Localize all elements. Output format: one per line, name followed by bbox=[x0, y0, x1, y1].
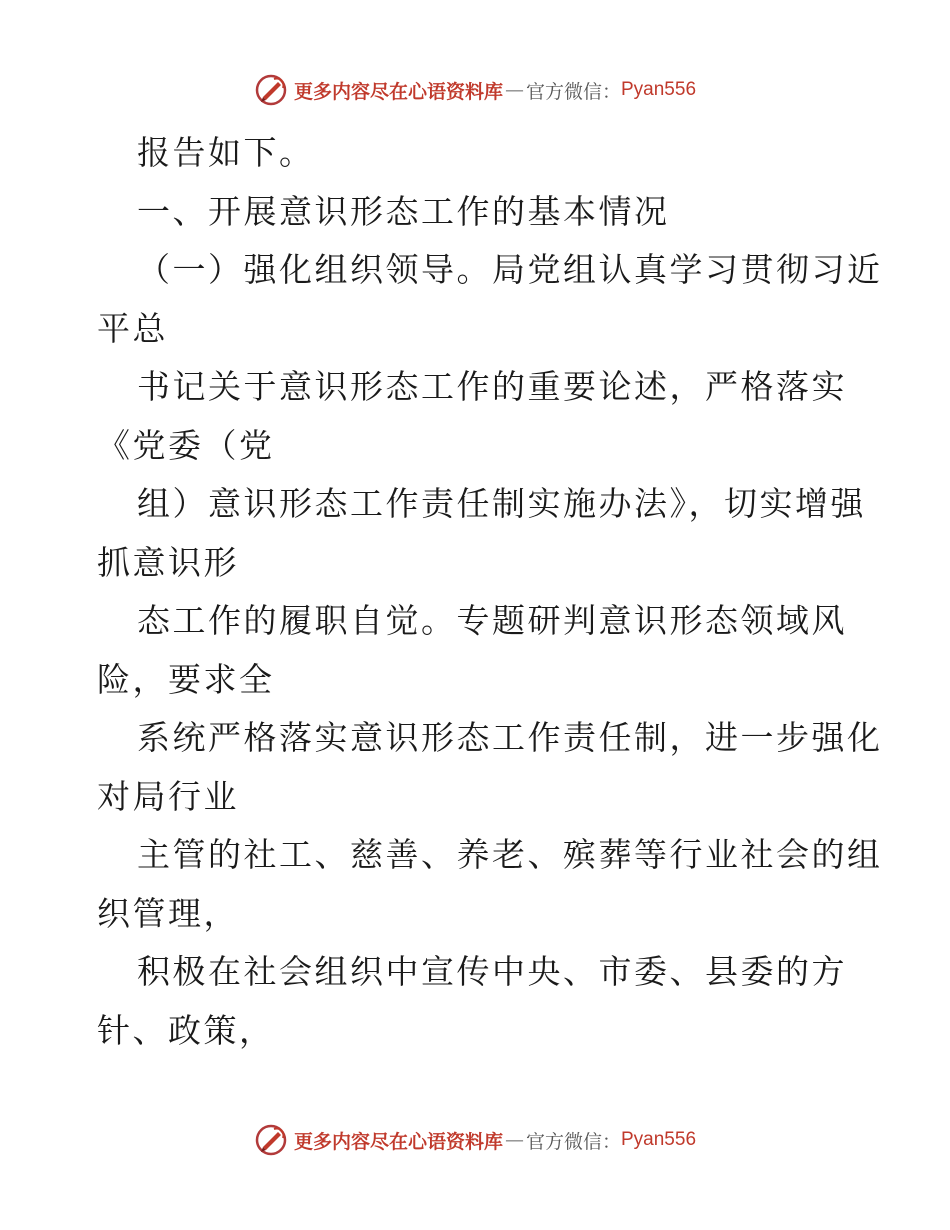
watermark-header bbox=[0, 70, 950, 110]
watermark-brand: 更多内容尽在心语资料库 bbox=[293, 80, 503, 103]
watermark-wechat-label: 官方微信： bbox=[525, 1130, 621, 1153]
text-line: 针、政策， bbox=[97, 1010, 275, 1050]
text-line: 平总 bbox=[97, 308, 168, 348]
watermark-brand: 更多内容尽在心语资料库 bbox=[293, 1130, 503, 1153]
text-line: 险，要求全 bbox=[97, 659, 275, 699]
watermark-wechat-label: 官方微信： bbox=[525, 80, 621, 103]
text-line: 态工作的履职自觉。专题研判意识形态领域风 bbox=[137, 601, 847, 640]
watermark-separator: — bbox=[504, 1129, 524, 1151]
text-line: 报告如下。 bbox=[137, 133, 315, 172]
text-line: 组）意识形态工作责任制实施办法》，切实增强 bbox=[137, 484, 866, 523]
watermark-footer bbox=[0, 1120, 950, 1160]
text-line: 系统严格落实意识形态工作责任制，进一步强化 bbox=[137, 718, 883, 757]
text-line: 积极在社会组织中宣传中央、市委、县委的方 bbox=[137, 952, 847, 991]
text-line: 织管理， bbox=[97, 893, 239, 933]
text-line: 抓意识形 bbox=[97, 542, 239, 582]
text-line: 主管的社工、慈善、养老、殡葬等行业社会的组 bbox=[137, 835, 883, 874]
text-line: 一、开展意识形态工作的基本情况 bbox=[137, 191, 670, 231]
brand-logo-icon bbox=[254, 73, 288, 107]
text-line: （一）强化组织领导。局党组认真学习贯彻习近 bbox=[137, 250, 883, 289]
watermark-account: Pyan556 bbox=[621, 1129, 697, 1150]
brand-logo-icon bbox=[254, 1123, 288, 1157]
text-line: 《党委（党 bbox=[97, 425, 275, 465]
watermark-account: Pyan556 bbox=[621, 79, 697, 100]
document-body bbox=[97, 124, 883, 1060]
text-line: 书记关于意识形态工作的重要论述，严格落实 bbox=[137, 367, 847, 406]
watermark-separator: — bbox=[504, 79, 524, 101]
text-line: 对局行业 bbox=[97, 776, 239, 816]
